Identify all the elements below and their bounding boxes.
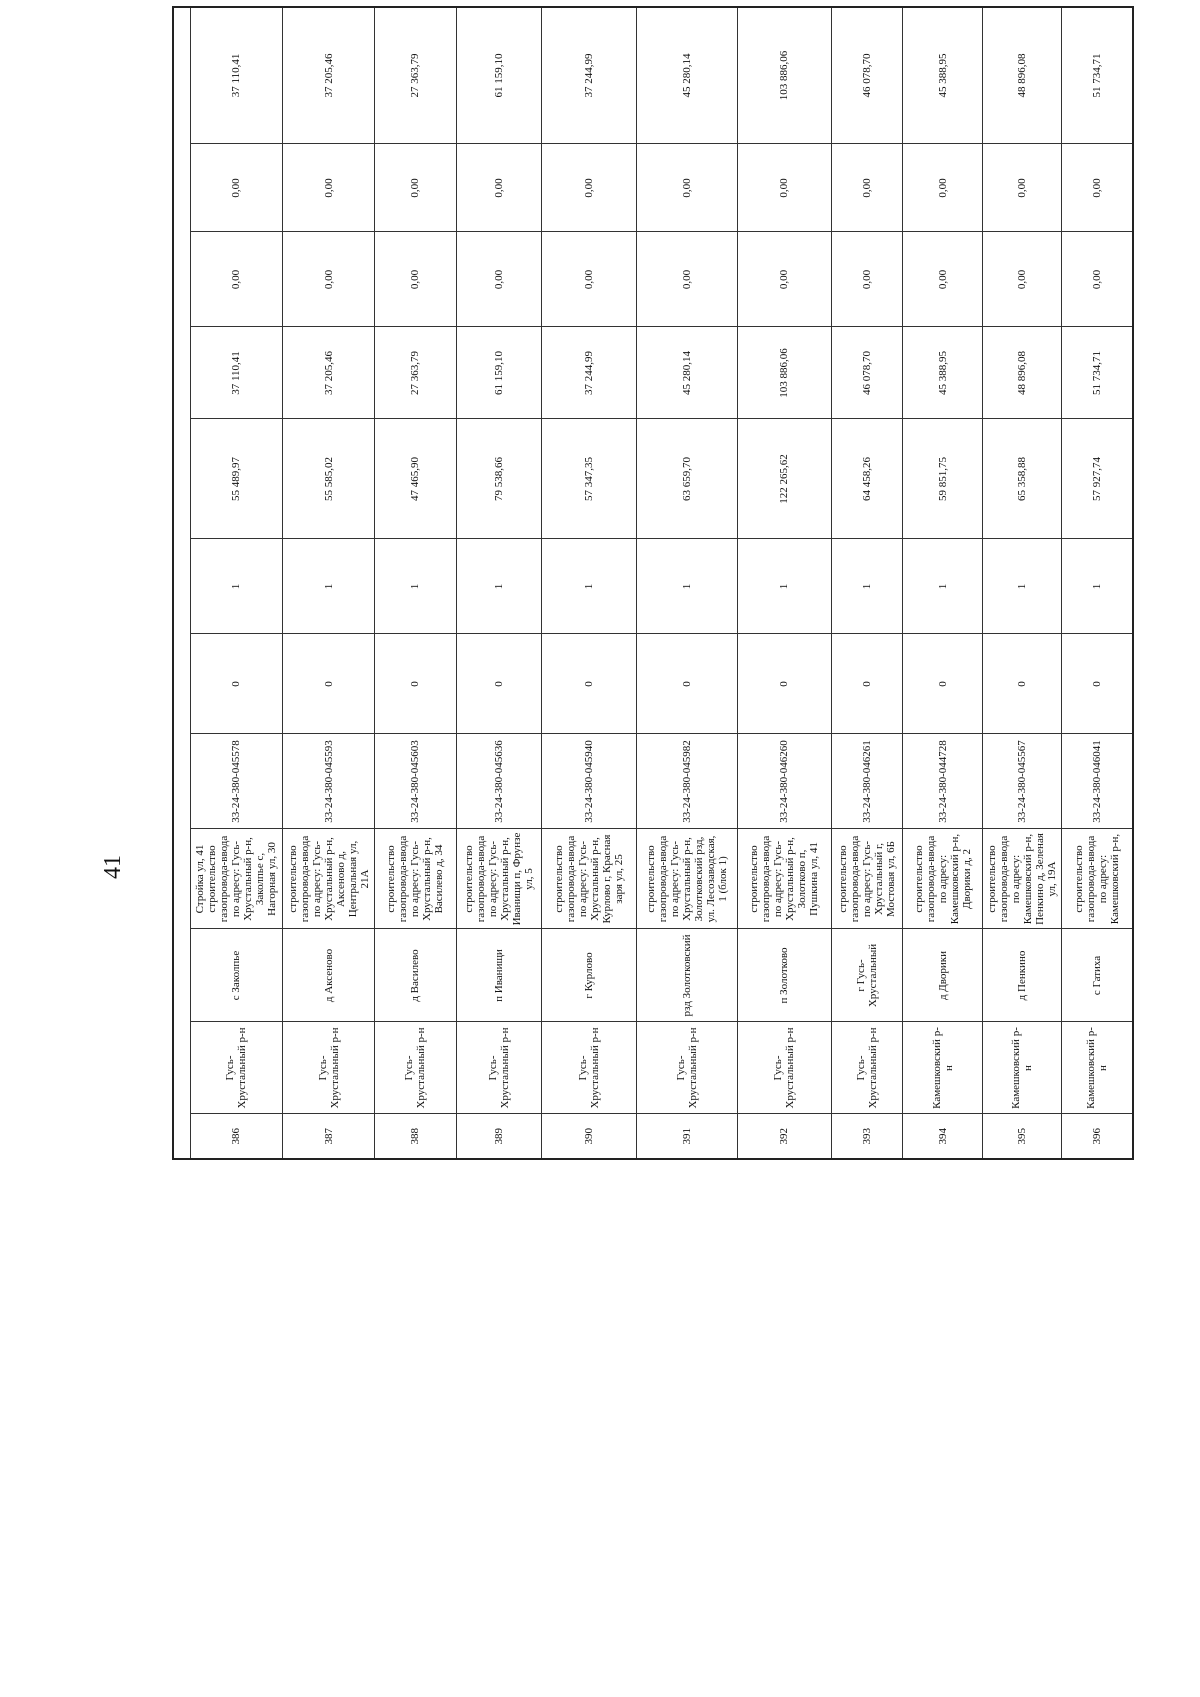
value-col-2: 1 — [636, 539, 737, 634]
value-col-7: 37 244,99 — [542, 7, 636, 144]
cadastral-number-cell: 33-24-380-045578 — [190, 734, 282, 829]
row-number: 391 — [636, 1114, 737, 1159]
object-description-cell: строительство газопровода-ввода по адресу: Гусь-Хрустальный г, Мостовая ул, 6Б — [831, 829, 903, 929]
value-col-6: 0,00 — [542, 144, 636, 232]
value-col-7: 103 886,06 — [737, 7, 831, 144]
district-cell: Гусь-Хрустальный р-н — [456, 1022, 542, 1114]
locality-cell: д Василево — [375, 929, 456, 1022]
object-description-cell: строительство газопровода-ввода по адресу: Гусь-Хрустальный р-н, Курлово г, Красная заря ул, 25 — [542, 829, 636, 929]
value-col-1: 0 — [283, 634, 375, 734]
cadastral-number-cell: 33-24-380-046041 — [1061, 734, 1133, 829]
value-col-3: 63 659,70 — [636, 419, 737, 539]
value-col-5: 0,00 — [190, 232, 282, 327]
locality-cell: д Пенкино — [982, 929, 1061, 1022]
value-col-6: 0,00 — [1061, 144, 1133, 232]
value-col-2: 1 — [1061, 539, 1133, 634]
page-number: 41 — [100, 855, 126, 879]
value-col-7: 37 205,46 — [283, 7, 375, 144]
value-col-5: 0,00 — [1061, 232, 1133, 327]
value-col-6: 0,00 — [737, 144, 831, 232]
value-col-1: 0 — [831, 634, 903, 734]
value-col-3: 122 265,62 — [737, 419, 831, 539]
value-col-4: 61 159,10 — [456, 327, 542, 419]
value-col-7: 46 078,70 — [831, 7, 903, 144]
value-col-3: 65 358,88 — [982, 419, 1061, 539]
table-top-margin-row — [173, 7, 190, 1159]
value-col-4: 37 205,46 — [283, 327, 375, 419]
value-col-1: 0 — [190, 634, 282, 734]
value-col-2: 1 — [982, 539, 1061, 634]
object-description-cell: Стройка ул, 41 строительство газопровода-ввода по адресу: Гусь-Хрустальный р-н, Заколпье с, Нагорная ул, 30 — [190, 829, 282, 929]
locality-cell: рзд Золотковский — [636, 929, 737, 1022]
table-row — [903, 7, 982, 1159]
district-cell: Камешковский р-н — [1061, 1022, 1133, 1114]
value-col-6: 0,00 — [982, 144, 1061, 232]
value-col-2: 1 — [283, 539, 375, 634]
value-col-3: 57 927,74 — [1061, 419, 1133, 539]
locality-cell: г Гусь-Хрустальный — [831, 929, 903, 1022]
object-description-cell: строительство газопровода-ввода по адресу: Камешковский р-н, Дворики д, 2 — [903, 829, 982, 929]
empty-cell — [173, 7, 190, 1159]
object-description-cell: строительство газопровода-ввода по адресу: Гусь-Хрустальный р-н, Золотково п, Пушкина ул, 41 — [737, 829, 831, 929]
value-col-4: 103 886,06 — [737, 327, 831, 419]
row-number: 386 — [190, 1114, 282, 1159]
table-body — [173, 7, 1133, 1159]
value-col-1: 0 — [903, 634, 982, 734]
district-cell: Гусь-Хрустальный р-н — [542, 1022, 636, 1114]
table-row — [737, 7, 831, 1159]
value-col-4: 37 244,99 — [542, 327, 636, 419]
value-col-3: 79 538,66 — [456, 419, 542, 539]
value-col-2: 1 — [375, 539, 456, 634]
value-col-1: 0 — [456, 634, 542, 734]
object-description-cell: строительство газопровода-ввода по адресу: Гусь-Хрустальный р-н, Василево д, 34 — [375, 829, 456, 929]
cadastral-number-cell: 33-24-380-045982 — [636, 734, 737, 829]
value-col-6: 0,00 — [190, 144, 282, 232]
table-container — [172, 50, 1134, 1160]
value-col-3: 59 851,75 — [903, 419, 982, 539]
row-number: 387 — [283, 1114, 375, 1159]
locality-cell: п Иванищи — [456, 929, 542, 1022]
cadastral-number-cell: 33-24-380-045603 — [375, 734, 456, 829]
value-col-7: 61 159,10 — [456, 7, 542, 144]
table-row — [283, 7, 375, 1159]
locality-cell: г Курлово — [542, 929, 636, 1022]
value-col-3: 55 489,97 — [190, 419, 282, 539]
value-col-1: 0 — [375, 634, 456, 734]
value-col-5: 0,00 — [636, 232, 737, 327]
table-row — [1061, 7, 1133, 1159]
value-col-1: 0 — [542, 634, 636, 734]
value-col-1: 0 — [1061, 634, 1133, 734]
value-col-5: 0,00 — [903, 232, 982, 327]
value-col-5: 0,00 — [737, 232, 831, 327]
district-cell: Гусь-Хрустальный р-н — [831, 1022, 903, 1114]
object-description-cell: строительство газопровода-ввода по адресу: Камешковский р-н, Пенкино д, Зеленая ул, 19А — [982, 829, 1061, 929]
locality-cell: д Дворики — [903, 929, 982, 1022]
district-cell: Гусь-Хрустальный р-н — [190, 1022, 282, 1114]
cadastral-number-cell: 33-24-380-045593 — [283, 734, 375, 829]
object-description-cell: строительство газопровода-ввода по адресу: Гусь-Хрустальный р-н, Золотковский рзд, ул. Лесозаводская, 1 (блок 1) — [636, 829, 737, 929]
row-number: 395 — [982, 1114, 1061, 1159]
gas-pipeline-table — [172, 6, 1134, 1160]
locality-cell: с Заколпье — [190, 929, 282, 1022]
value-col-2: 1 — [831, 539, 903, 634]
value-col-4: 45 388,95 — [903, 327, 982, 419]
cadastral-number-cell: 33-24-380-045940 — [542, 734, 636, 829]
object-description-cell: строительство газопровода-ввода по адресу: Гусь-Хрустальный р-н, Аксеново д, Центральная ул, 21А — [283, 829, 375, 929]
table-row — [636, 7, 737, 1159]
value-col-6: 0,00 — [283, 144, 375, 232]
value-col-1: 0 — [982, 634, 1061, 734]
value-col-7: 45 388,95 — [903, 7, 982, 144]
value-col-7: 37 110,41 — [190, 7, 282, 144]
value-col-3: 64 458,26 — [831, 419, 903, 539]
value-col-7: 48 896,08 — [982, 7, 1061, 144]
object-description-cell: строительство газопровода-ввода по адресу: Камешковский р-н, — [1061, 829, 1133, 929]
value-col-1: 0 — [636, 634, 737, 734]
value-col-5: 0,00 — [456, 232, 542, 327]
value-col-7: 27 363,79 — [375, 7, 456, 144]
value-col-1: 0 — [737, 634, 831, 734]
value-col-4: 46 078,70 — [831, 327, 903, 419]
table-row — [190, 7, 282, 1159]
row-number: 388 — [375, 1114, 456, 1159]
value-col-2: 1 — [190, 539, 282, 634]
value-col-6: 0,00 — [636, 144, 737, 232]
value-col-4: 51 734,71 — [1061, 327, 1133, 419]
cadastral-number-cell: 33-24-380-046260 — [737, 734, 831, 829]
value-col-5: 0,00 — [375, 232, 456, 327]
value-col-6: 0,00 — [456, 144, 542, 232]
district-cell: Гусь-Хрустальный р-н — [636, 1022, 737, 1114]
value-col-5: 0,00 — [831, 232, 903, 327]
value-col-7: 45 280,14 — [636, 7, 737, 144]
locality-cell: д Аксеново — [283, 929, 375, 1022]
value-col-7: 51 734,71 — [1061, 7, 1133, 144]
value-col-2: 1 — [456, 539, 542, 634]
row-number: 389 — [456, 1114, 542, 1159]
value-col-3: 47 465,90 — [375, 419, 456, 539]
row-number: 390 — [542, 1114, 636, 1159]
locality-cell: п Золотково — [737, 929, 831, 1022]
value-col-6: 0,00 — [375, 144, 456, 232]
value-col-2: 1 — [903, 539, 982, 634]
value-col-5: 0,00 — [982, 232, 1061, 327]
value-col-6: 0,00 — [903, 144, 982, 232]
value-col-4: 45 280,14 — [636, 327, 737, 419]
object-description-cell: строительство газопровода-ввода по адресу: Гусь-Хрустальный р-н, Иванищи п, Фрунзе ул, 5 — [456, 829, 542, 929]
table-row — [982, 7, 1061, 1159]
table-row — [375, 7, 456, 1159]
value-col-3: 55 585,02 — [283, 419, 375, 539]
cadastral-number-cell: 33-24-380-044728 — [903, 734, 982, 829]
district-cell: Гусь-Хрустальный р-н — [375, 1022, 456, 1114]
value-col-3: 57 347,35 — [542, 419, 636, 539]
table-row — [456, 7, 542, 1159]
value-col-4: 48 896,08 — [982, 327, 1061, 419]
cadastral-number-cell: 33-24-380-046261 — [831, 734, 903, 829]
cadastral-number-cell: 33-24-380-045567 — [982, 734, 1061, 829]
value-col-2: 1 — [542, 539, 636, 634]
value-col-4: 27 363,79 — [375, 327, 456, 419]
table-row — [831, 7, 903, 1159]
row-number: 392 — [737, 1114, 831, 1159]
row-number: 394 — [903, 1114, 982, 1159]
district-cell: Гусь-Хрустальный р-н — [737, 1022, 831, 1114]
table-row — [542, 7, 636, 1159]
district-cell: Гусь-Хрустальный р-н — [283, 1022, 375, 1114]
value-col-6: 0,00 — [831, 144, 903, 232]
district-cell: Камешковский р-н — [982, 1022, 1061, 1114]
row-number: 396 — [1061, 1114, 1133, 1159]
value-col-4: 37 110,41 — [190, 327, 282, 419]
value-col-5: 0,00 — [542, 232, 636, 327]
value-col-2: 1 — [737, 539, 831, 634]
value-col-5: 0,00 — [283, 232, 375, 327]
row-number: 393 — [831, 1114, 903, 1159]
cadastral-number-cell: 33-24-380-045636 — [456, 734, 542, 829]
district-cell: Камешковский р-н — [903, 1022, 982, 1114]
locality-cell: с Гатиха — [1061, 929, 1133, 1022]
